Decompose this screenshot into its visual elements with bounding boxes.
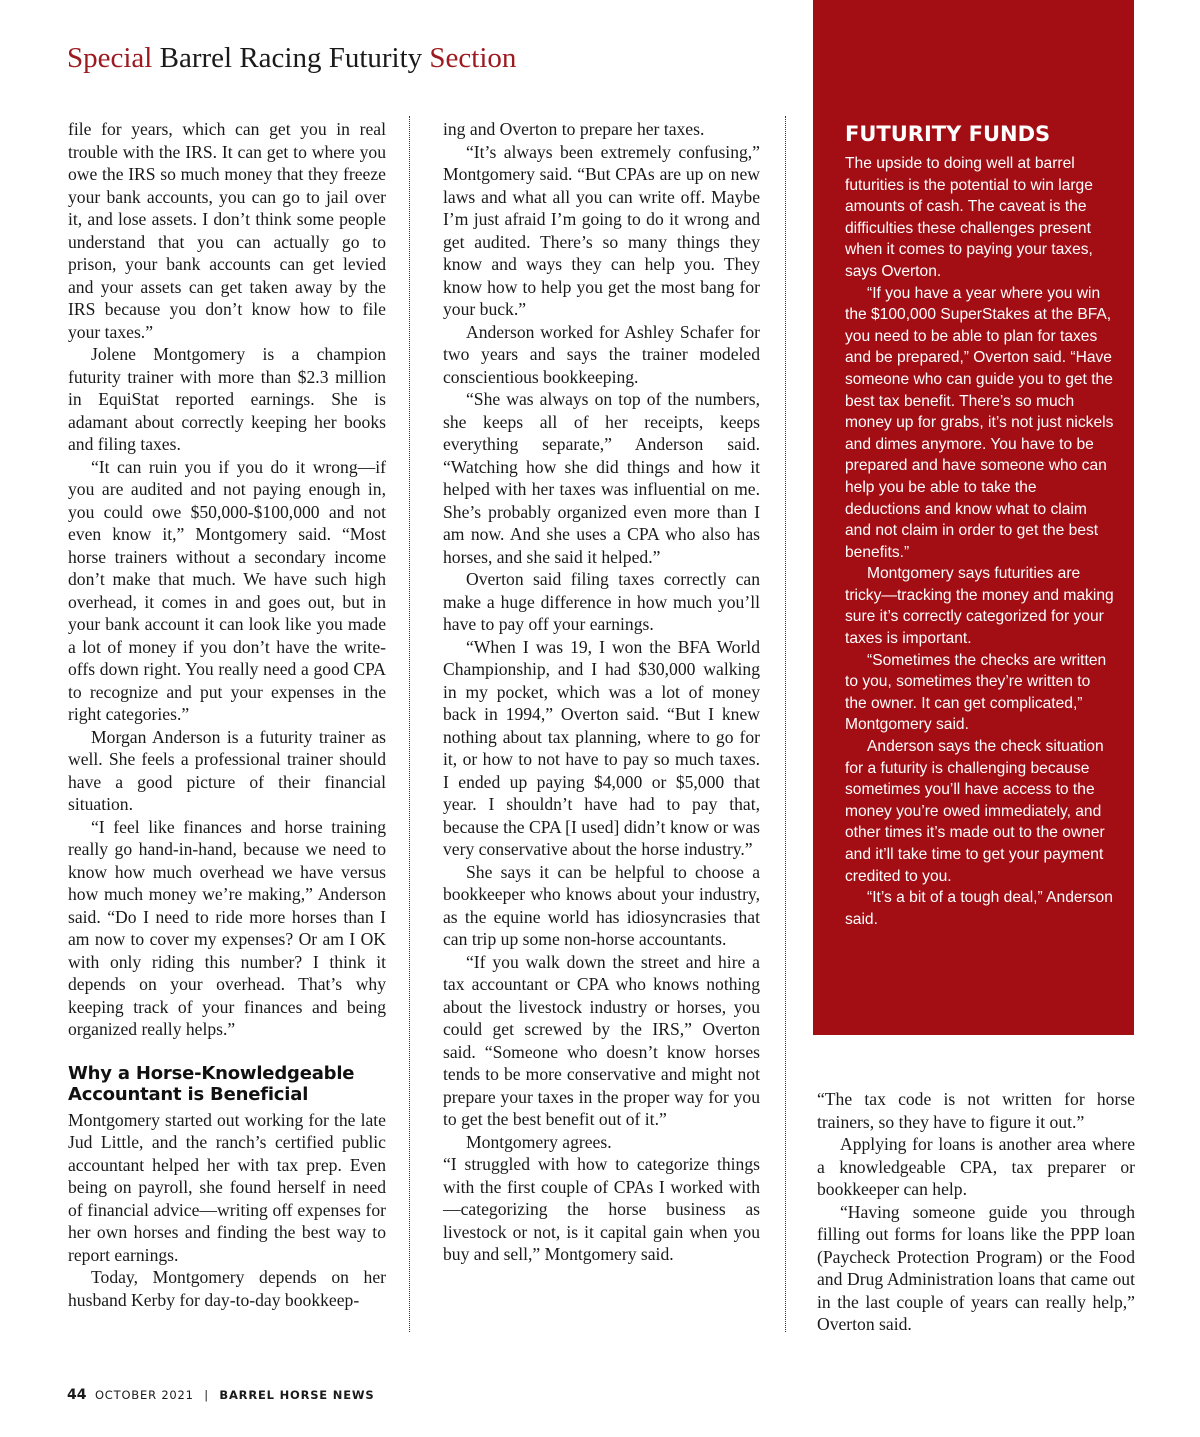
sidebar-paragraph: “Sometimes the checks are written to you, sometimes they’re written to the owner. It can get complicated,” Montgomery said. [845,651,1107,734]
section-header [67,40,516,76]
paragraph: “If you walk down the street and hire a tax accountant or CPA who knows nothing about the livestock industry or horses, you could get screwed by the IRS,” Overton said. “Someone who doesn’t know horses tends to be more conservative and might not prepare your taxes in the proper way for you to get the best benefit out of it.” [443,951,760,1129]
paragraph: “Having someone guide you through filling out forms for loans like the PPP loan (Paycheck Protection Program) or the Food and Drug Administration loans that came out in the last couple of years can really help,” Overton said. [817,1201,1135,1334]
futurity-funds-sidebar [813,0,1134,1035]
paragraph: “She was always on top of the numbers, she keeps all of her receipts, keeps everything separate,” Anderson said. “Watching how she did things and how it helped with her taxes was influential on me. She’s probably organized even more than I am now. And she uses a CPA who also has horses, and she said it helped.” [443,389,760,567]
paragraph: “I feel like finances and horse training really go hand-in-hand, because we need to know how much overhead we have versus how much money we’re making,” Anderson said. “Do I need to ride more horses than I am now to cover my expenses? Or am I OK with only riding this number? I think it depends on your overhead. That’s why keeping track of your finances and being organized really helps.” [68,816,386,1039]
paragraph: Today, Montgomery depends on her husband Kerby for day-to-day bookkeep- [68,1267,386,1310]
column-divider [409,116,410,1332]
sidebar-paragraph: Anderson says the check situation for a futurity is challenging because sometimes you’ll have access to the money you’re owed immediately, and other times it’s made out to the owner and it’ll take time to get your payment credited to you. [845,738,1105,885]
page-footer [67,1387,374,1403]
article-column-1 [68,118,386,1311]
article-column-2 [443,118,760,1266]
paragraph: Anderson worked for Ashley Schafer for two years and says the trainer modeled conscientious bookkeeping. [443,321,760,387]
paragraph: Overton said filing taxes correctly can make a huge difference in how much you’ll have to pay off your earnings. [443,569,760,634]
sidebar-title: FUTURITY FUNDS [845,122,1051,146]
paragraph: Morgan Anderson is a futurity trainer as well. She feels a professional trainer should have a good picture of their financial situation. [68,726,386,814]
header-section: Section [429,42,517,74]
sidebar-paragraph: “If you have a year where you win the $100,000 SuperStakes at the BFA, you need to be able to plan for taxes and be prepared,” Overton said. “Have someone who can guide you to get the best tax benefit. There’s so much money up for grabs, it’s not just nickels and dimes anymore. You have to be prepared and have someone who can help you be able to take the deductions and know what to claim and not claim in order to get the best benefits.” [845,284,1114,561]
sidebar-paragraph: Montgomery says futurities are tricky—tracking the money and making sure it’s correctly categorized for your taxes is important. [845,565,1114,648]
issue-date: OCTOBER 2021 [94,1388,194,1402]
paragraph: file for years, which can get you in real trouble with the IRS. It can get to where you owe the IRS so much money that they freeze your bank accounts, you can go to jail over it, and lose assets. I don’t think some people understand that you can actually go to prison, your bank accounts can get levied and your assets can get taken away by the IRS because you don’t know how to file your taxes.” [68,119,386,342]
paragraph: “It’s always been extremely confusing,” Montgomery said. “But CPAs are up on new laws and what all you can write off. Maybe I’m just afraid I’m going to do it wrong and get audited. There’s so many things they know and ways they can help you. They know how to help you get the most bang for your buck.” [443,141,760,319]
sidebar-paragraph: “It’s a bit of a tough deal,” Anderson said. [845,889,1113,928]
magazine-name: BARREL HORSE NEWS [219,1388,375,1402]
paragraph: ing and Overton to prepare her taxes. [443,119,705,139]
paragraph: Applying for loans is another area where a knowledgeable CPA, tax preparer or bookkeeper can help. [817,1134,1135,1199]
paragraph: “When I was 19, I won the BFA World Championship, and I had $30,000 walking in my pocket, which was a lot of money back in 1994,” Overton said. “But I knew nothing about tax planning, where to go for it, or how to not have to pay so much taxes. I ended up paying $4,000 or $5,000 that year. I shouldn’t have had to pay that, because the CPA [I used] didn’t know or was very conservative about the horse industry.” [443,636,760,859]
paragraph: Montgomery agrees. [466,1131,612,1152]
subheading: Why a Horse-Knowledgeable Accountant is Beneficial [68,1062,355,1105]
paragraph: She says it can be helpful to choose a bookkeeper who knows about your industry, as the equine world has idiosyncrasies that can trip up some non-horse accountants. [443,861,760,949]
header-special: Special [67,42,153,74]
paragraph: “I struggled with how to categorize things with the first couple of CPAs I worked with—categorizing the horse business as livestock or not, is it capital gain when you buy and sell,” Montgomery said. [443,1154,760,1264]
sidebar-paragraph: The upside to doing well at barrel futurities is the potential to win large amounts of cash. The caveat is the difficulties these challenges present when it comes to paying your taxes, says Overton. [845,155,1093,280]
footer-separator: | [204,1388,209,1402]
paragraph: Montgomery started out working for the late Jud Little, and the ranch’s certified public accountant helped her with tax prep. Even being on payroll, she found herself in need of financial advice—writing off expenses for her own horses and finding the best way to report earnings. [68,1109,386,1265]
article-column-3 [817,1088,1135,1336]
header-topic: Barrel Racing Futurity [159,42,423,74]
paragraph: “The tax code is not written for horse trainers, so they have to figure it out.” [817,1089,1135,1132]
page-number: 44 [67,1387,87,1403]
column-divider [785,116,786,1332]
paragraph: “It can ruin you if you do it wrong—if you are audited and not paying enough in, you could owe $50,000-$100,000 and not even know it,” Montgomery said. “Most horse trainers without a secondary income don’t make that much. We have such high overhead, it comes in and goes out, but in your bank account it can look like you made a lot of money if you don’t have the write-offs down right. You really need a good CPA to recognize and put your expenses in the right categories.” [68,456,386,724]
paragraph: Jolene Montgomery is a champion futurity trainer with more than $2.3 million in EquiStat reported earnings. She is adamant about correctly keeping her books and filing taxes. [68,344,386,454]
